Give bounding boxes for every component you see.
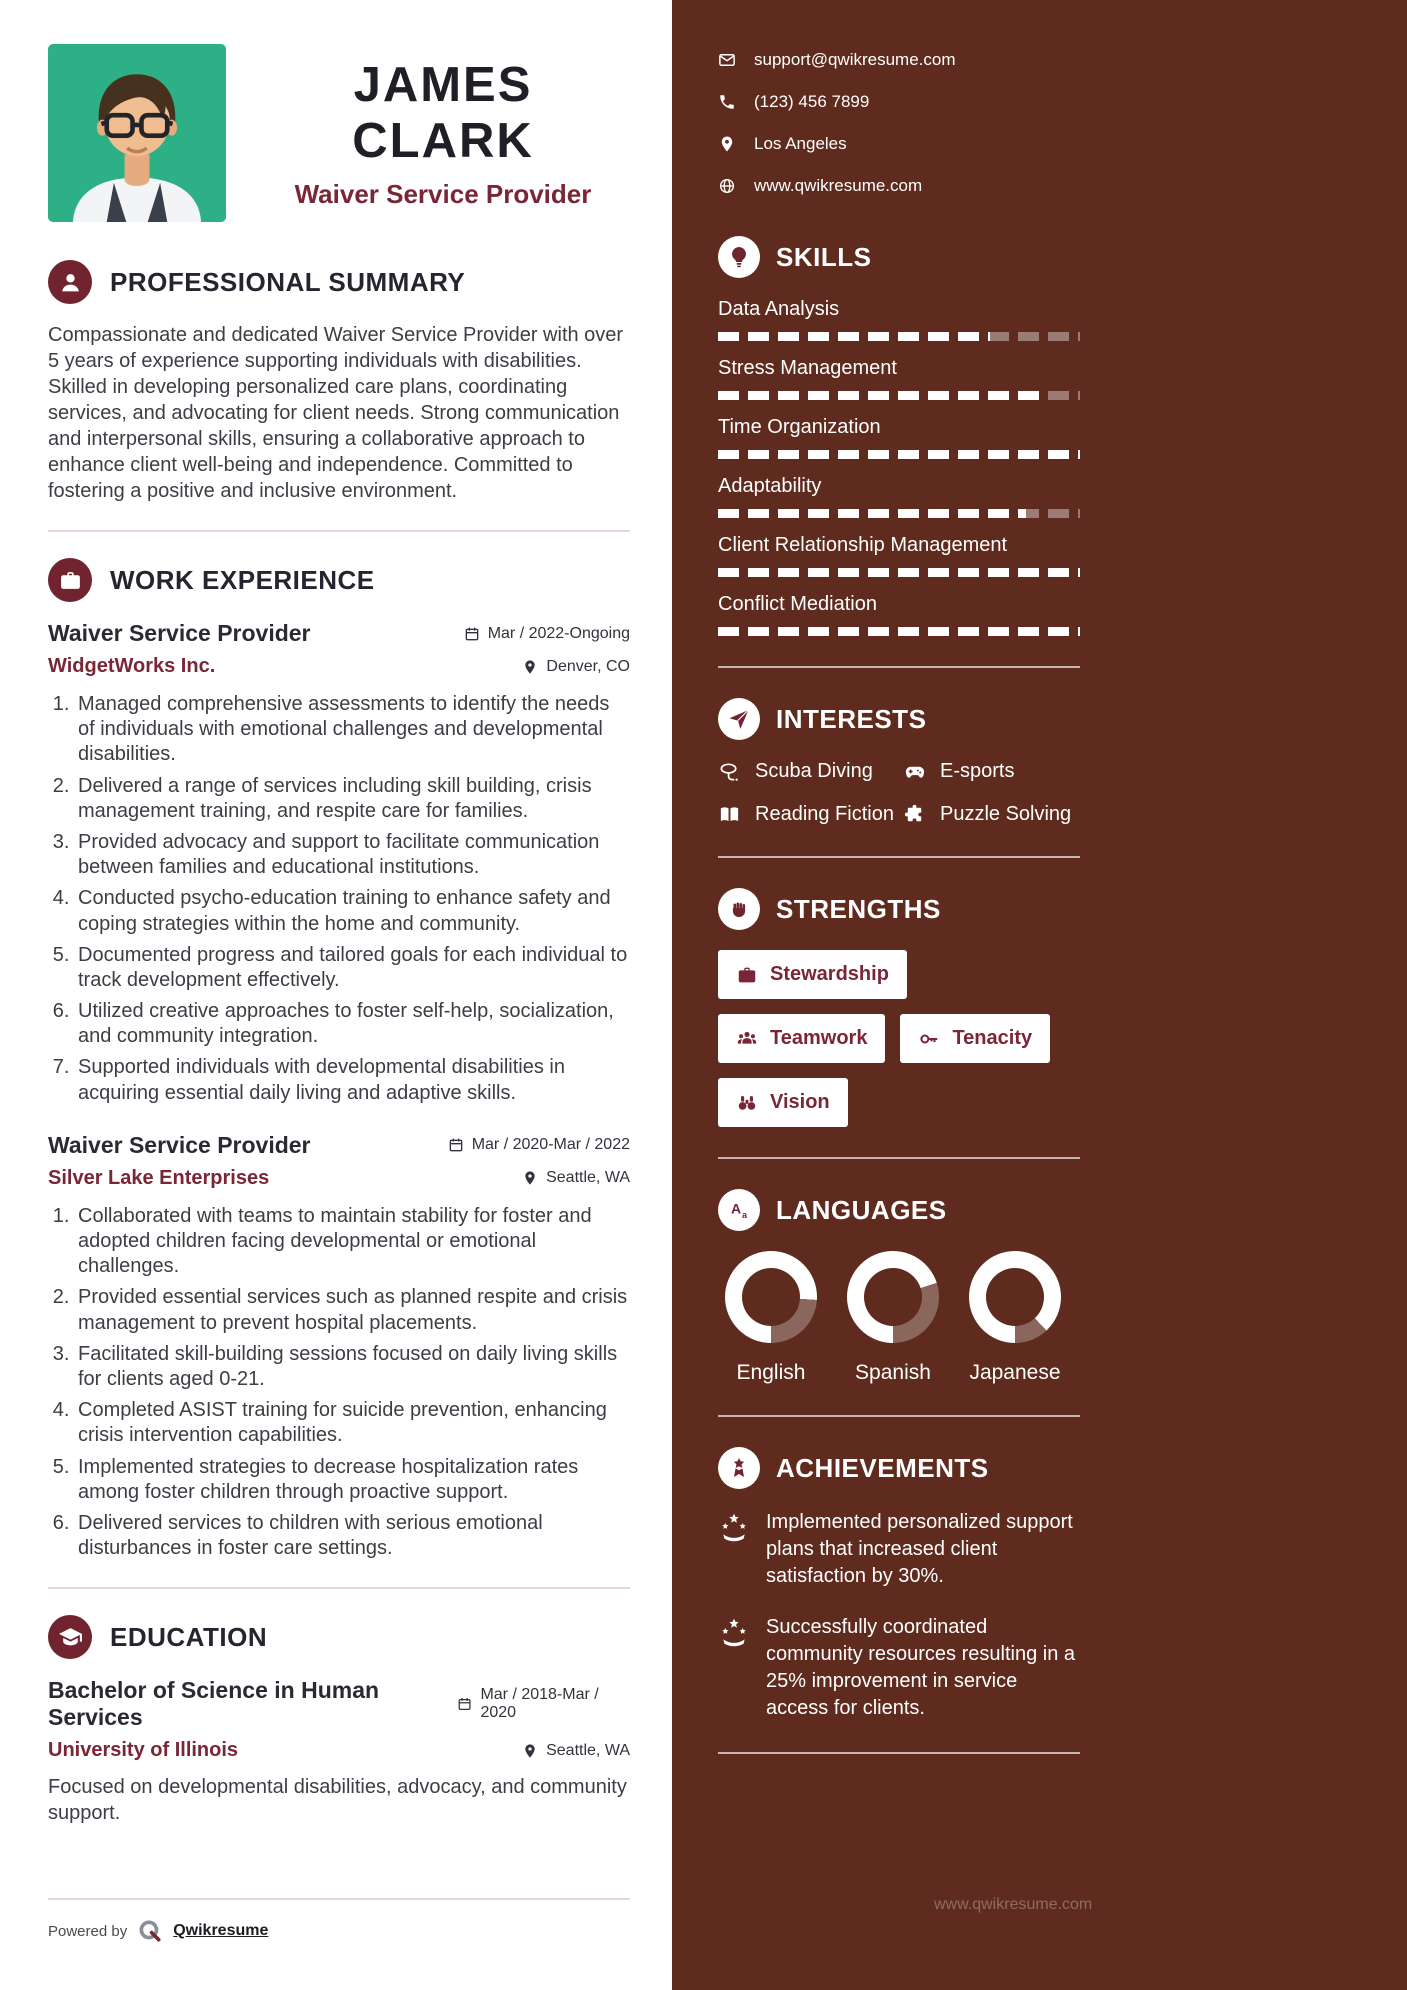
language-name: Spanish xyxy=(855,1361,931,1384)
game-controller-icon xyxy=(903,760,926,783)
language-donut xyxy=(725,1251,817,1343)
job-bullet: 2. Delivered a range of services including skill building, crisis management training, and respite care for families. xyxy=(75,774,630,824)
map-pin-icon xyxy=(522,1743,538,1759)
education-description: Focused on developmental disabilities, advocacy, and community support. xyxy=(48,1776,627,1825)
skills-header xyxy=(718,236,1080,278)
skill-bar xyxy=(718,391,1080,400)
graduation-cap-icon xyxy=(48,1615,92,1659)
qwikresume-logo-icon xyxy=(137,1918,163,1944)
summary-section xyxy=(48,260,630,504)
briefcase-icon xyxy=(736,964,758,986)
skill-bar-fill xyxy=(718,627,1080,636)
candidate-name: JAMES CLARK xyxy=(352,57,534,168)
education-location: Seattle, WA xyxy=(546,1741,630,1759)
key-icon xyxy=(918,1028,940,1050)
identity-text xyxy=(256,57,630,210)
job-bullet: 4. Completed ASIST training for suicide prevention, enhancing crisis intervention capabilities. xyxy=(75,1398,630,1448)
section-divider xyxy=(718,856,1080,858)
calendar-icon xyxy=(448,1137,464,1153)
skills-section xyxy=(718,236,1080,636)
job-bullet: 4. Conducted psycho-education training to enhance safety and coping strategies within the home and community. xyxy=(75,886,630,936)
languages-heading: LANGUAGES xyxy=(776,1194,947,1225)
job-bullet: 7. Supported individuals with developmental disabilities in acquiring essential daily living and adaptive skills. xyxy=(75,1055,630,1105)
strength-label: Vision xyxy=(770,1091,830,1113)
summary-text: Compassionate and dedicated Waiver Service Provider with over 5 years of experience supporting individuals with disabilities. Skilled in developing personalized care plans, coordinating services, and advocating for client needs. Strong communication and interpersonal skills, ensuring a collaborative approach to enhance client well-being and independence. Committed to fostering a positive and inclusive environment. xyxy=(48,324,624,502)
interest-item xyxy=(718,760,895,783)
job-date: Mar / 2020-Mar / 2022 xyxy=(471,1136,630,1154)
interest-item xyxy=(903,803,1080,826)
puzzle-piece-icon xyxy=(903,803,926,826)
section-divider xyxy=(718,1752,1080,1754)
job-date: Mar / 2022-Ongoing xyxy=(487,624,630,642)
contact-phone-row xyxy=(718,92,1080,112)
skill-bar-fill xyxy=(718,450,1080,459)
globe-icon xyxy=(718,177,736,195)
languages-grid xyxy=(718,1251,1080,1385)
job-bullet: 1. Managed comprehensive assessments to identify the needs of individuals with emotional challenges and developmental disabilities. xyxy=(75,692,630,768)
strength-item xyxy=(718,1078,848,1127)
interest-item xyxy=(718,803,895,826)
interests-header xyxy=(718,698,1080,740)
medal-icon xyxy=(718,1447,760,1489)
right-panel xyxy=(672,0,1407,1990)
strengths-header xyxy=(718,888,1080,930)
achievement-item xyxy=(718,1614,1080,1722)
identity-header xyxy=(48,44,630,222)
map-pin-icon xyxy=(718,135,736,153)
job-bullet: 5. Documented progress and tailored goals for each individual to track development effectively. xyxy=(75,943,630,993)
achievement-text: Implemented personalized support plans that increased client satisfaction by 30%. xyxy=(766,1511,1073,1587)
job-title: Waiver Service Provider xyxy=(48,1131,311,1158)
job-company: WidgetWorks Inc. xyxy=(48,655,216,677)
job-title: Waiver Service Provider xyxy=(48,620,311,646)
language-name: English xyxy=(736,1361,806,1384)
page-footer xyxy=(48,1898,630,1944)
contact-location-row xyxy=(718,134,1080,154)
skill-bar-fill xyxy=(718,509,1026,518)
section-divider xyxy=(48,1587,630,1589)
contact-location: Los Angeles xyxy=(754,134,847,153)
calendar-icon xyxy=(457,1696,472,1712)
degree-title: Bachelor of Science in Human Services xyxy=(48,1677,380,1731)
svg-text:a: a xyxy=(741,1210,748,1220)
contact-email-row xyxy=(718,50,1080,70)
job-location-row xyxy=(522,1169,630,1187)
skill-bar xyxy=(718,332,1080,341)
language-name: Japanese xyxy=(969,1361,1061,1384)
skill-name: Time Organization xyxy=(718,416,881,438)
calendar-icon xyxy=(464,626,480,642)
team-icon xyxy=(736,1028,758,1050)
education-heading: EDUCATION xyxy=(110,1621,268,1652)
left-column xyxy=(0,0,672,1990)
achievements-section xyxy=(718,1447,1080,1722)
skill-item xyxy=(718,298,1080,341)
contact-list xyxy=(718,50,1080,196)
section-divider xyxy=(718,666,1080,668)
award-stars-icon xyxy=(718,1614,750,1722)
job-date-row xyxy=(464,625,630,643)
achievements-heading: ACHIEVEMENTS xyxy=(776,1452,989,1483)
strengths-section xyxy=(718,888,1080,1127)
interests-heading: INTERESTS xyxy=(776,703,927,734)
binoculars-icon xyxy=(736,1092,758,1114)
contact-website[interactable]: www.qwikresume.com xyxy=(754,176,923,195)
phone-icon xyxy=(718,93,736,111)
job-entry xyxy=(48,620,630,1106)
job-date-row xyxy=(448,1136,630,1154)
skill-name: Adaptability xyxy=(718,475,822,497)
interest-label: Puzzle Solving xyxy=(940,803,1072,825)
strength-label: Tenacity xyxy=(952,1027,1033,1049)
job-bullet: 2. Provided essential services such as planned respite and crisis management to prevent hospital placements. xyxy=(75,1285,630,1335)
job-bullet-list xyxy=(48,692,630,1106)
language-item xyxy=(718,1251,824,1385)
fist-icon xyxy=(718,888,760,930)
strength-item xyxy=(900,1014,1050,1063)
job-bullet: 3. Provided advocacy and support to facilitate communication between families and educational institutions. xyxy=(75,830,630,880)
map-pin-icon xyxy=(522,1170,538,1186)
languages-section xyxy=(718,1189,1080,1385)
achievement-item xyxy=(718,1509,1080,1590)
skill-item xyxy=(718,534,1080,577)
skill-name: Stress Management xyxy=(718,357,897,379)
work-header xyxy=(48,558,630,602)
strength-label: Stewardship xyxy=(770,963,889,985)
skill-name: Data Analysis xyxy=(718,298,840,320)
qwikresume-link[interactable]: Qwikresume xyxy=(173,1922,269,1939)
map-pin-icon xyxy=(522,659,538,675)
education-location-row xyxy=(522,1742,630,1760)
skill-bar xyxy=(718,627,1080,636)
skill-item xyxy=(718,357,1080,400)
envelope-icon xyxy=(718,51,736,69)
strength-item xyxy=(718,1014,885,1063)
strength-label: Teamwork xyxy=(770,1027,868,1049)
achievements-header xyxy=(718,1447,1080,1489)
skill-bar xyxy=(718,450,1080,459)
education-section xyxy=(48,1615,630,1826)
strength-item xyxy=(718,950,907,999)
language-item xyxy=(962,1251,1068,1385)
avatar-illustration xyxy=(48,44,226,222)
strengths-grid xyxy=(718,950,1080,1127)
skill-bar xyxy=(718,568,1080,577)
footer-divider xyxy=(48,1898,630,1900)
school-name: University of Illinois xyxy=(48,1739,239,1762)
section-divider xyxy=(718,1157,1080,1159)
job-bullet: 5. Implemented strategies to decrease hospitalization rates among foster children through proactive support. xyxy=(75,1455,630,1505)
interest-label: Scuba Diving xyxy=(755,760,873,782)
summary-header xyxy=(48,260,630,304)
job-bullet: 6. Delivered services to children with serious emotional disturbances in foster care settings. xyxy=(75,1511,630,1561)
job-location: Denver, CO xyxy=(546,657,630,675)
skill-bar-fill xyxy=(718,332,990,341)
job-bullet: 3. Facilitated skill-building sessions focused on daily living skills for clients aged 0-21. xyxy=(75,1342,630,1392)
skill-name: Client Relationship Management xyxy=(718,534,1008,556)
skill-bar-fill xyxy=(718,391,1044,400)
skill-bar xyxy=(718,509,1080,518)
interest-label: E-sports xyxy=(940,760,1015,782)
job-location: Seattle, WA xyxy=(546,1169,630,1187)
contact-email[interactable]: support@qwikresume.com xyxy=(754,50,956,69)
interests-grid xyxy=(718,760,1080,826)
education-date: Mar / 2018-Mar / 2020 xyxy=(480,1686,599,1722)
skill-item xyxy=(718,475,1080,518)
person-icon xyxy=(48,260,92,304)
powered-by-label: Powered by xyxy=(48,1922,128,1940)
award-stars-icon xyxy=(718,1509,750,1590)
interests-section xyxy=(718,698,1080,826)
job-bullet-list xyxy=(48,1204,630,1561)
work-heading: WORK EXPERIENCE xyxy=(110,564,375,595)
interest-label: Reading Fiction xyxy=(755,803,894,825)
job-location-row xyxy=(522,658,630,676)
contact-website-row xyxy=(718,176,1080,196)
candidate-title: Waiver Service Provider xyxy=(294,178,592,209)
profile-photo xyxy=(48,44,226,222)
education-date-row xyxy=(457,1686,630,1722)
strengths-heading: STRENGTHS xyxy=(776,893,941,924)
open-book-icon xyxy=(718,803,741,826)
interest-item xyxy=(903,760,1080,783)
scuba-mask-icon xyxy=(718,760,741,783)
skills-heading: SKILLS xyxy=(776,241,872,272)
skill-name: Conflict Mediation xyxy=(718,593,877,615)
paper-plane-icon xyxy=(718,698,760,740)
briefcase-icon xyxy=(48,558,92,602)
languages-header xyxy=(718,1189,1080,1231)
section-divider xyxy=(48,530,630,532)
job-bullet: 1. Collaborated with teams to maintain stability for foster and adopted children facing developmental or emotional challenges. xyxy=(75,1204,630,1280)
language-donut xyxy=(847,1251,939,1343)
skill-item xyxy=(718,416,1080,459)
job-entry xyxy=(48,1132,630,1561)
translate-icon xyxy=(718,1189,760,1231)
job-bullet: 6. Utilized creative approaches to foster self-help, socialization, and community integration. xyxy=(75,999,630,1049)
education-header xyxy=(48,1615,630,1659)
skill-item xyxy=(718,593,1080,636)
language-item xyxy=(840,1251,946,1385)
achievement-text: Successfully coordinated community resources resulting in a 25% improvement in service access for clients. xyxy=(766,1616,1076,1719)
contact-phone: (123) 456 7899 xyxy=(754,92,870,111)
language-donut xyxy=(969,1251,1061,1343)
skill-bar-fill xyxy=(718,568,1080,577)
lightbulb-icon xyxy=(718,236,760,278)
work-section xyxy=(48,558,630,1561)
summary-heading: PROFESSIONAL SUMMARY xyxy=(110,266,466,297)
svg-text:A: A xyxy=(730,1200,742,1217)
watermark: www.qwikresume.com xyxy=(934,1896,1093,1913)
section-divider xyxy=(718,1415,1080,1417)
job-company: Silver Lake Enterprises xyxy=(48,1166,270,1189)
